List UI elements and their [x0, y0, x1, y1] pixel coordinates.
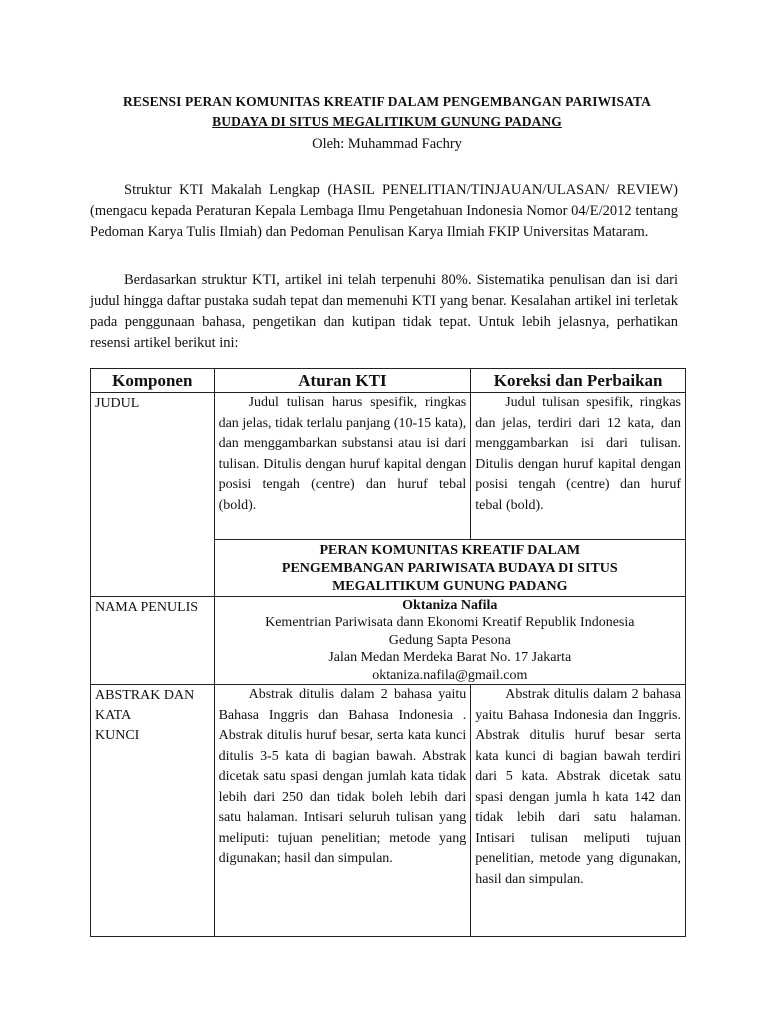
penulis-name: Oktaniza Nafila	[402, 597, 498, 613]
table-row-penulis	[91, 596, 686, 685]
penulis-label: NAMA PENULIS	[91, 596, 215, 685]
review-table	[90, 368, 686, 937]
table-row-judul	[91, 393, 686, 540]
document-title-line2: BUDAYA DI SITUS MEGALITIKUM GUNUNG PADANG	[212, 114, 562, 129]
penulis-building: Gedung Sapta Pesona	[388, 632, 511, 648]
article-title-label-cell	[91, 539, 215, 596]
intro-paragraph-1: Struktur KTI Makalah Lengkap (HASIL PENELITIAN/TINJAUAN/ULASAN/ REVIEW) (mengacu kepada Peraturan Kepala Lembaga Ilmu Pengetahuan Indonesia Nomor 04/E/2012 tentang Pedoman Karya Tulis Ilmiah) dan Pedoman Penulisan Karya Ilmiah FKIP Universitas Mataram.	[90, 182, 678, 240]
table-row-abstrak	[91, 685, 686, 937]
header-komponen: Komponen	[91, 369, 215, 393]
article-title-line3: MEGALITIKUM GUNUNG PADANG	[332, 578, 568, 594]
table-header-row	[91, 369, 686, 393]
judul-label: JUDUL	[91, 393, 215, 540]
table-row-article-title	[91, 539, 686, 596]
intro-paragraph-2: Berdasarkan struktur KTI, artikel ini telah terpenuhi 80%. Sistematika penulisan dan isi dari judul hingga daftar pustaka sudah tepat dan memenuhi KTI yang benar. Kesalahan artikel ini terletak pada penggunaan bahasa, pengetikan dan kutipan tidak tepat. Untuk lebih jelasnya, perhatikan resensi artikel berikut ini:	[90, 272, 678, 351]
abstrak-label	[91, 685, 215, 937]
penulis-address: Jalan Medan Merdeka Barat No. 17 Jakarta	[328, 650, 572, 665]
article-title	[214, 539, 685, 596]
penulis-info	[214, 596, 685, 685]
article-title-line2: PENGEMBANGAN PARIWISATA BUDAYA DI SITUS	[281, 560, 618, 576]
penulis-email: oktaniza.nafila@gmail.com	[372, 667, 528, 683]
abstrak-label-line2: KATA	[95, 708, 132, 723]
abstrak-label-line1: ABSTRAK DAN	[95, 688, 195, 703]
article-title-line1: PERAN KOMUNITAS KREATIF DALAM	[319, 542, 581, 558]
judul-koreksi: Judul tulisan spesifik, ringkas dan jelas, terdiri dari 12 kata, dan menggambarkan isi dari tulisan. Ditulis dengan huruf kapital dengan posisi tengah (centre) dan huruf tebal (bold).	[471, 393, 686, 540]
penulis-institution: Kementrian Pariwisata dann Ekonomi Kreatif Republik Indonesia	[265, 615, 635, 630]
header-aturan-kti: Aturan KTI	[214, 369, 471, 393]
judul-aturan: Judul tulisan harus spesifik, ringkas dan jelas, tidak terlalu panjang (10-15 kata), dan menggambarkan substansi atau isi dari tulisan. Ditulis dengan huruf kapital dengan posisi tengah (centre) dan huruf tebal (bold).	[214, 393, 471, 540]
document-title-line1: RESENSI PERAN KOMUNITAS KREATIF DALAM PENGEMBANGAN PARIWISATA	[123, 94, 651, 109]
abstrak-label-line3: KUNCI	[95, 728, 140, 743]
abstrak-aturan: Abstrak ditulis dalam 2 bahasa yaitu Bahasa Inggris dan Bahasa Indonesia . Abstrak ditulis huruf besar, serta kata kunci ditulis 3-5 kata di bagian bawah. Abstrak dicetak satu spasi dengan jumlah kata tidak lebih dari 250 dan tidak boleh lebih dari satu halaman. Intisari seluruh tulisan yang meliputi: tujuan penelitian; metode yang digunakan; hasil dan simpulan.	[214, 685, 471, 937]
header-koreksi: Koreksi dan Perbaikan	[471, 369, 686, 393]
abstrak-koreksi: Abstrak ditulis dalam 2 bahasa yaitu Bahasa Indonesia dan Inggris. Abstrak ditulis huruf besar serta kata kunci di bagian bawah terdiri dari 5 kata. Abstrak dicetak satu spasi dengan jumla h kata 142 dan tidak lebih dari satu halaman. Intisari tulisan meliputi tujuan penelitian, metode yang digunakan, hasil dan simpulan.	[471, 685, 686, 937]
document-author: Oleh: Muhammad Fachry	[312, 136, 462, 152]
